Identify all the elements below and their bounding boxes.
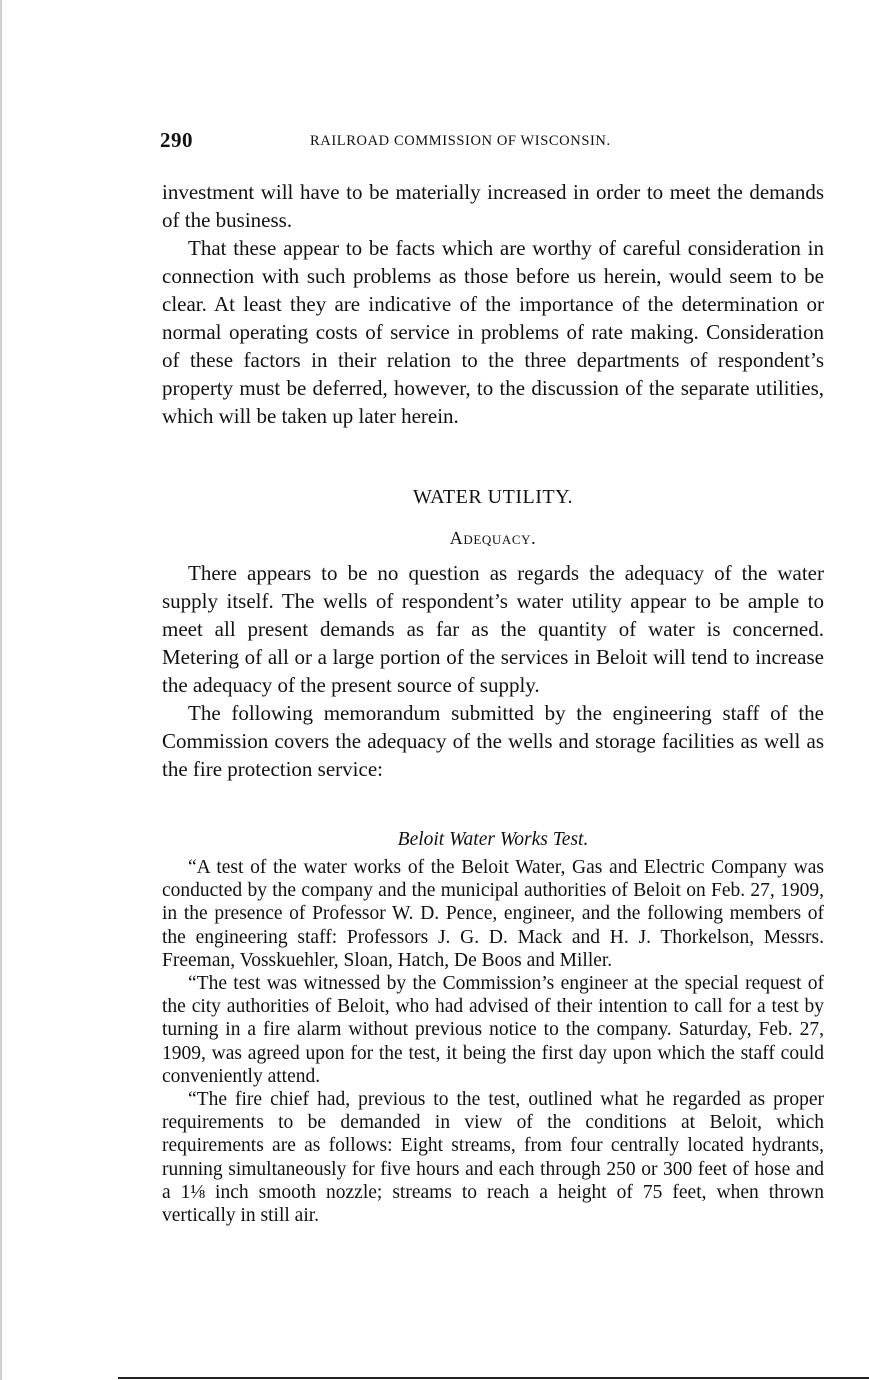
running-head: RAILROAD COMMISSION OF WISCONSIN. [310,133,611,149]
page-header [160,128,830,152]
bottom-rule [118,1377,869,1379]
intro-section [162,178,824,430]
adequacy-section [162,559,824,783]
section-subtitle: Adequacy. [449,528,537,548]
adequacy-paragraph: There appears to be no question as regards the adequacy of the water supply itself. The wells of respondent’s water utility appear to be ample to meet all present demands as far as the quantity of water is concerned. Metering of all or a large portion of the services in Beloit will tend to increase the adequacy of the present source of supply. [162,561,824,697]
intro-paragraph-continued: investment will have to be materially increased in order to meet the demands of the business. [162,180,824,232]
page-number: 290 [160,128,193,152]
memo-title: Beloit Water Works Test. [397,829,589,850]
scan-left-edge [0,0,2,1380]
memo-section [162,856,824,1227]
memo-paragraph: “A test of the water works of the Beloit Water, Gas and Electric Company was conducted by the company and the municipal authorities of Beloit on Feb. 27, 1909, in the presence of Professor W. D. Pence, engineer, and the following members of the engineering staff: Professors J. G. D. Mack and H. J. Thorkelson, Messrs. Freeman, Vosskuehler, Sloan, Hatch, De Boos and Miller. [162,857,824,971]
memo-paragraph: “The fire chief had, previous to the test, outlined what he regarded as proper requirements to be demanded in view of the conditions at Beloit, which requirements are as follows: Eight streams, from four centrally located hydrants, running simultaneously for five hours and each through 250 or 300 feet of hose and a 1⅛ inch smooth nozzle; streams to reach a height of 75 feet, when thrown vertically in still air. [162,1089,824,1227]
section-title: WATER UTILITY. [413,486,573,508]
intro-paragraph: That these appear to be facts which are worthy of careful consideration in connection with such problems as those before us herein, would seem to be clear. At least they are indicative of the importance of the determination or normal operating costs of service in problems of rate making. Consideration of these factors in their relation to the three departments of respondent’s property must be deferred, however, to the discussion of the separate utilities, which will be taken up later herein. [162,236,824,428]
memorandum-intro-paragraph: The following memorandum submitted by the engineering staff of the Commission covers the adequacy of the wells and storage facilities as well as the fire protection service: [162,701,824,781]
memo-paragraph: “The test was witnessed by the Commission’s engineer at the special request of the city authorities of Beloit, who had advised of their intention to call for a test by turning in a fire alarm without previous notice to the company. Saturday, Feb. 27, 1909, was agreed upon for the test, it being the first day upon which the staff could conveniently attend. [162,973,824,1087]
